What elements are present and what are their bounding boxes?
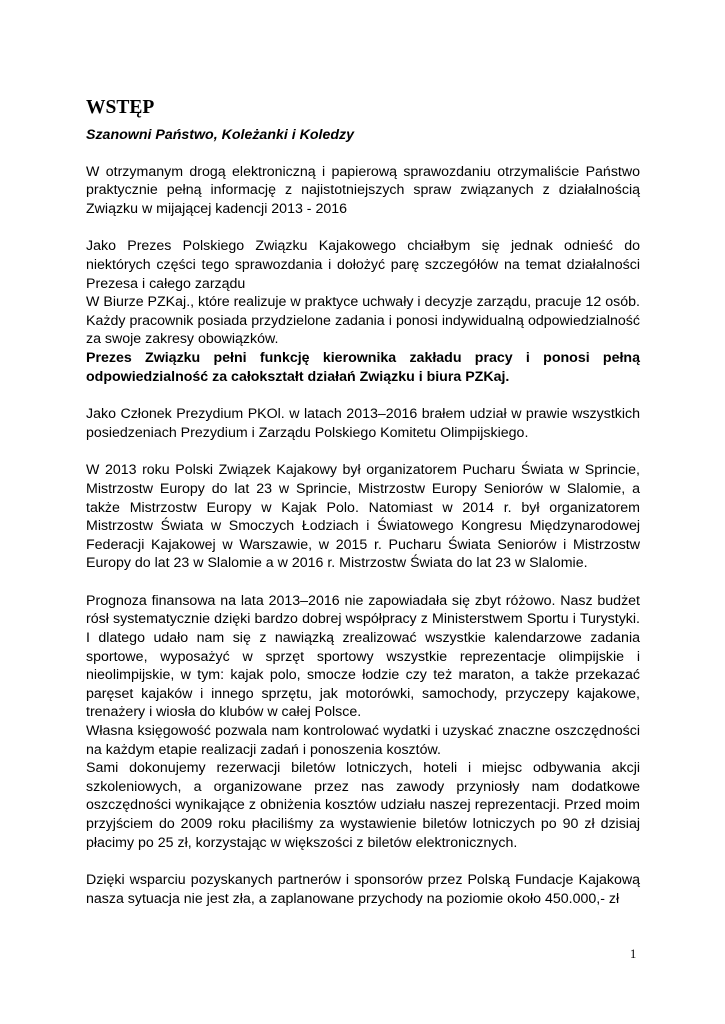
paragraph-report-intro: W otrzymanym drogą elektroniczną i papierową sprawozdaniu otrzymaliście Państwo praktycznie pełną informację z najistotniejszych spraw związanych z działalnością Związku w mijającej kadencji 2013 - 2016	[86, 163, 640, 217]
paragraph-office-staff: W Biurze PZKaj., które realizuje w praktyce uchwały i decyzje zarządu, pracuje 12 osób. Każdy pracownik posiada przydzielone zadania i ponosi indywidualną odpowiedzialność za swoje zakresy obowiązków.	[86, 294, 640, 348]
paragraph-reservations-savings: Sami dokonujemy rezerwacji biletów lotniczych, hoteli i miejsc odbywania akcji szkoleniowych, a organizowane przez nas zawody przyniosły nam dodatkowe oszczędności wynikające z obniżenia kosztów udziału naszej reprezentacji. Przed moim przyjściem do 2009 roku płaciliśmy za wystawienie biletów lotniczych po 90 zł dzisiaj płacimy po 25 zł, korzystając w większości z biletów elektronicznych.	[86, 760, 640, 851]
salutation: Szanowni Państwo, Koleżanki i Koledzy	[86, 127, 355, 143]
paragraph-financial-forecast: Prognoza finansowa na lata 2013–2016 nie zapowiadała się zbyt różowo. Nasz budżet rósł systematycznie dzięki bardzo dobrej współpracy z Ministerstwem Sportu i Turystyki. I dlatego udało nam się z nawiązką zrealizować wszystkie kalendarzowe zadania sportowe, wyposażyć w sprzęt sportowy wszystkie reprezentacje olimpijskie i nieolimpijskie, w tym: kajak polo, smocze łodzie czy też maraton, a także przekazać paręset kajaków i innego sprzętu, jak motorówki, samochody, przyczepy kajakowe, trenażery i wiosła do klubów w całej Polsce.	[86, 592, 640, 721]
page-title: WSTĘP	[86, 97, 155, 118]
paragraph-sponsors: Dzięki wsparciu pozyskanych partnerów i sponsorów przez Polską Fundacje Kajakową nasza sytuacja nie jest zła, a zaplanowane przychody na poziomie około 450.000,- zł	[86, 872, 640, 907]
paragraph-events-organized: W 2013 roku Polski Związek Kajakowy był organizatorem Pucharu Świata w Sprincie, Mistrzostw Europy do lat 23 w Sprincie, Mistrzostw Europy Seniorów w Slalomie, a także Mistrzostw Europy w Kajak Polo. Natomiast w 2014 r. był organizatorem Mistrzostw Świata w Smoczych Łodziach i Światowego Kongresu Międzynarodowej Federacji Kajakowej w Warszawie, w 2015 r. Pucharu Świata Seniorów i Mistrzostw Europy do lat 23 w Slalomie a w 2016 r. Mistrzostw Świata do lat 23 w Slalomie.	[86, 462, 640, 572]
page-number: 1	[630, 947, 637, 961]
paragraph-president-responsibility: Prezes Związku pełni funkcję kierownika zakładu pracy i ponosi pełną odpowiedzialność za całokształt działań Związku i biura PZKaj.	[86, 349, 640, 385]
document-page	[86, 96, 640, 908]
paragraph-pkol-membership: Jako Członek Prezydium PKOl. w latach 2013–2016 brałem udział w prawie wszystkich posiedzeniach Prezydium i Zarządu Polskiego Komitetu Olimpijskiego.	[86, 406, 640, 441]
paragraph-own-accounting: Własna księgowość pozwala nam kontrolować wydatki i uzyskać znaczne oszczędności na każdym etapie realizacji zadań i ponoszenia kosztów.	[86, 723, 640, 758]
paragraph-president-intro: Jako Prezes Polskiego Związku Kajakowego chciałbym się jednak odnieść do niektórych części tego sprawozdania i dołożyć parę szczegółów na temat działalności Prezesa i całego zarządu	[86, 238, 640, 292]
